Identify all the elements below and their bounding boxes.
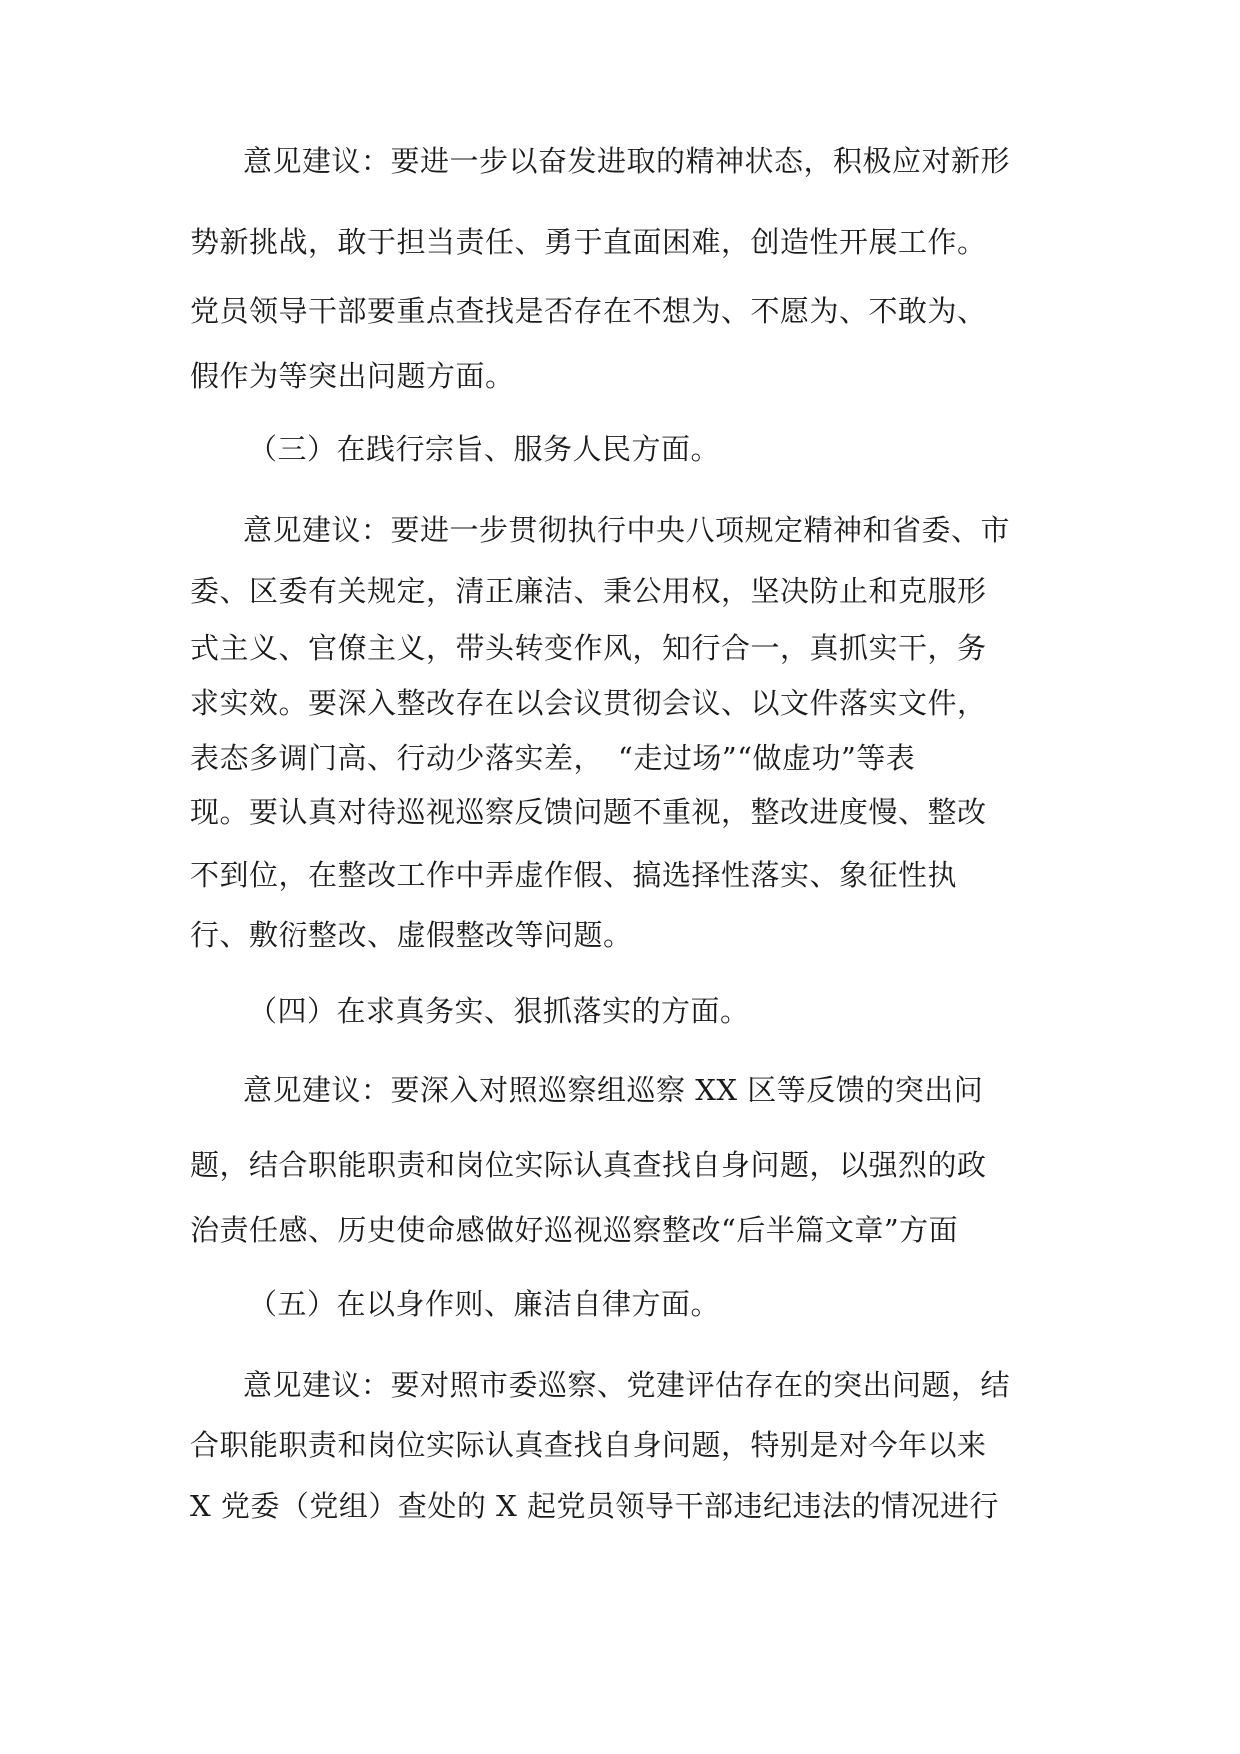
text-line: 委、区委有关规定，清正廉洁、秉公用权，坚决防止和克服形 xyxy=(190,574,987,608)
text-line: 势新挑战，敢于担当责任、勇于直面困难，创造性开展工作。 xyxy=(190,225,987,259)
section-heading: （四）在求真务实、狠抓落实的方面。 xyxy=(248,994,750,1028)
text-line: 党员领导干部要重点查找是否存在不想为、不愿为、不敢为、 xyxy=(190,294,987,328)
text-line: 现。要认真对待巡视巡察反馈问题不重视，整改进度慢、整改 xyxy=(190,795,987,829)
text-line: 合职能职责和岗位实际认真查找自身问题，特别是对今年以来 xyxy=(190,1428,987,1462)
text-line: 求实效。要深入整改存在以会议贯彻会议、以文件落实文件， xyxy=(190,686,987,720)
text-line: 治责任感、历史使命感做好巡视巡察整改“后半篇文章”方面 xyxy=(190,1213,959,1247)
text-line: 假作为等突出问题方面。 xyxy=(190,359,515,393)
text-line: X 党委（党组）查处的 X 起党员领导干部违纪违法的情况进行 xyxy=(190,1489,999,1523)
text-line: 不到位，在整改工作中弄虚作假、搞选择性落实、象征性执 xyxy=(190,858,958,892)
section-heading: （五）在以身作则、廉洁自律方面。 xyxy=(248,1287,721,1321)
text-line: 意见建议：要对照市委巡察、党建评估存在的突出问题，结 xyxy=(243,1368,1011,1402)
text-line: 表态多调门高、行动少落实差， “走过场”“做虚功”等表 xyxy=(190,741,916,775)
text-line: 意见建议：要进一步以奋发进取的精神状态，积极应对新形 xyxy=(243,144,1011,178)
text-line: 行、敷衍整改、虚假整改等问题。 xyxy=(190,918,633,952)
text-line: 意见建议：要深入对照巡察组巡察 XX 区等反馈的突出问 xyxy=(243,1073,984,1107)
text-line: 题，结合职能职责和岗位实际认真查找自身问题，以强烈的政 xyxy=(190,1148,987,1182)
section-heading: （三）在践行宗旨、服务人民方面。 xyxy=(248,432,721,466)
text-line: 意见建议：要进一步贯彻执行中央八项规定精神和省委、市 xyxy=(243,513,1011,547)
text-line: 式主义、官僚主义，带头转变作风，知行合一，真抓实干，务 xyxy=(190,631,987,665)
